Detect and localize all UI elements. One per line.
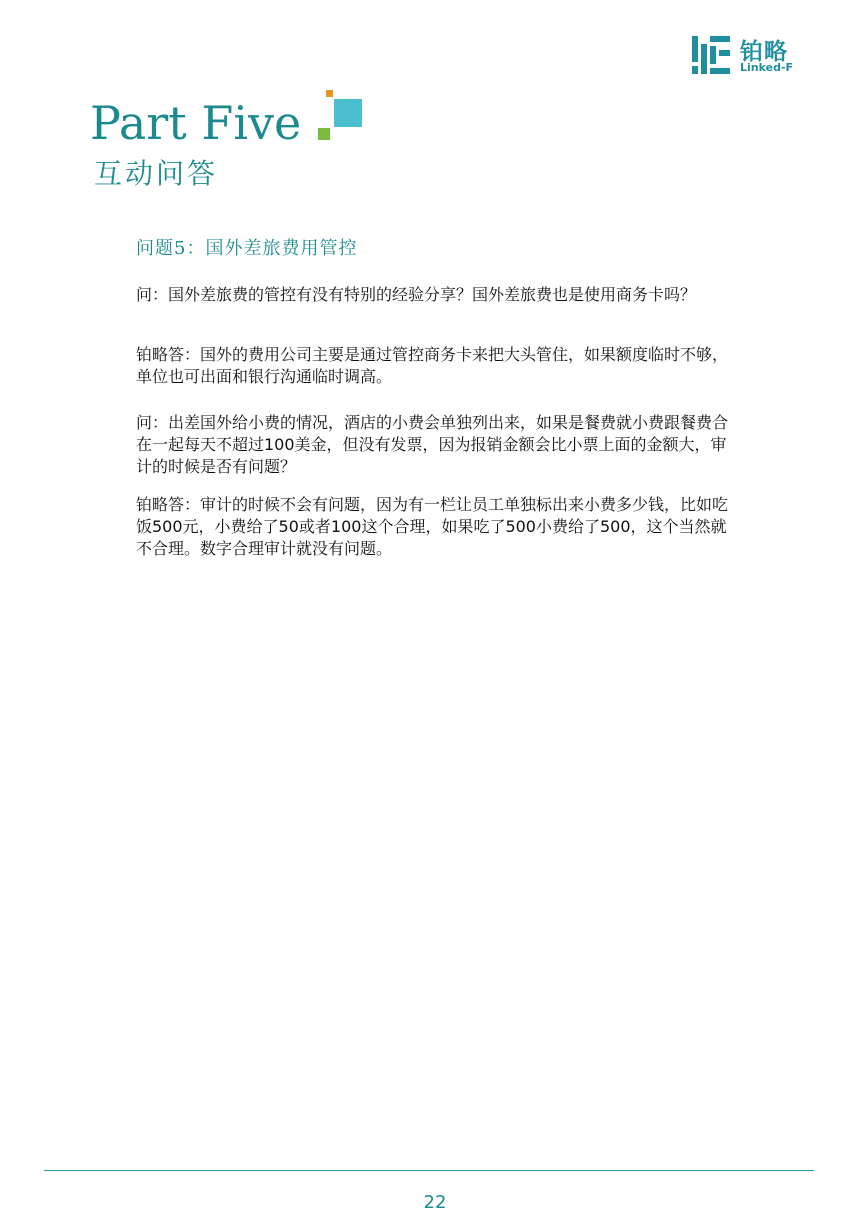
linked-f-logo-mark-icon: [692, 36, 732, 74]
question-paragraph: 问：国外差旅费的管控有没有特别的经验分享？国外差旅费也是使用商务卡吗？: [136, 285, 697, 304]
answer-paragraph: 铂略答：审计的时候不会有问题，因为有一栏让员工单独标出来小费多少钱，比如吃饭500元，小费给了50或者100这个合理，如果吃了500小费给了500，这个当然就不合理。数字合理审计就没有问题。: [136, 495, 729, 558]
footer-divider: [44, 1170, 814, 1171]
page-number: 22: [423, 1192, 447, 1213]
question-heading: 问题5：国外差旅费用管控: [136, 238, 358, 259]
brand-logo: [692, 36, 812, 76]
answer-paragraph: 铂略答：国外的费用公司主要是通过管控商务卡来把大头管住，如果额度临时不够，单位也可出面和银行沟通临时调高。: [136, 345, 729, 386]
brand-name-cn: 铂略: [740, 39, 788, 65]
question-paragraph: 问：出差国外给小费的情况，酒店的小费会单独列出来，如果是餐费就小费跟餐费合在一起每天不超过100美金，但没有发票，因为报销金额会比小票上面的金额大，审计的时候是否有问题？: [136, 413, 729, 476]
part-title: Part Five: [90, 96, 302, 150]
brand-name-en: Linked-F: [740, 61, 794, 74]
part-subtitle: 互动问答: [94, 157, 219, 190]
decorative-squares-icon: [318, 90, 364, 144]
